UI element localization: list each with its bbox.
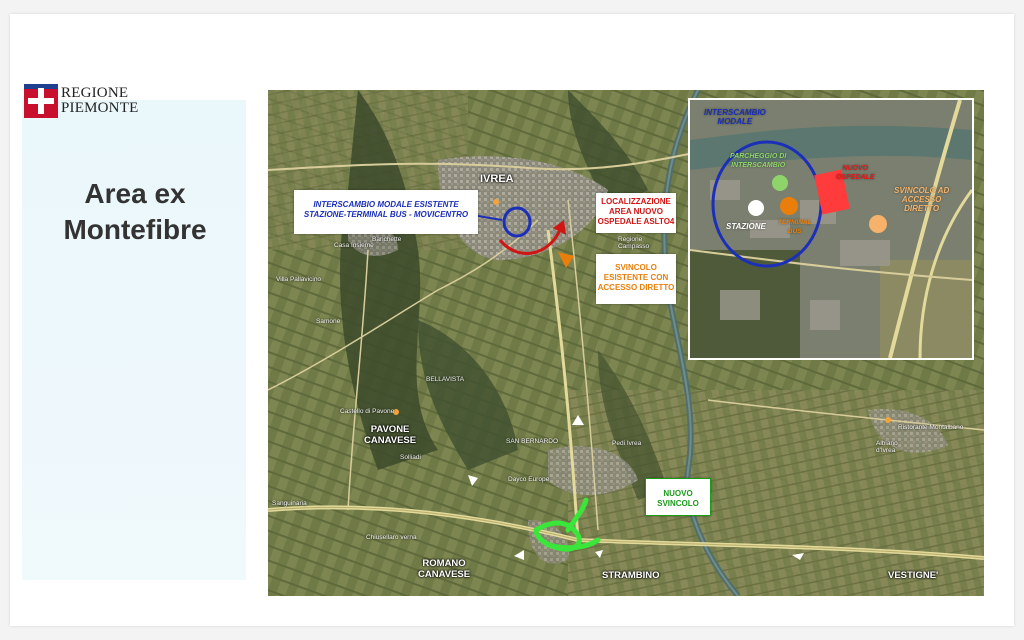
callout-nuovo-svincolo: NUOVO SVINCOLO bbox=[645, 478, 711, 516]
inset-map[interactable] bbox=[688, 98, 974, 360]
ivrea-label: IVREA bbox=[480, 173, 514, 185]
inset-parcheggio-label: PARCHEGGIO DI INTERSCAMBIO bbox=[730, 153, 787, 169]
left-panel bbox=[22, 100, 246, 580]
vestigne-label: VESTIGNE' bbox=[888, 570, 939, 581]
poi-casa-insieme: Casa Insieme bbox=[334, 242, 374, 249]
callout-interscambio: INTERSCAMBIO MODALE ESISTENTE STAZIONE-TERMINAL BUS - MOVICENTRO bbox=[294, 190, 478, 234]
poi-dayco: Dayco Europe bbox=[508, 476, 550, 483]
satellite-map[interactable] bbox=[268, 90, 984, 596]
svincolo-diretto-marker bbox=[869, 215, 887, 233]
poi-solliadi: Solliadi bbox=[400, 454, 421, 461]
logo-line1: REGIONE bbox=[61, 85, 129, 101]
poi-samone: Samone bbox=[316, 318, 341, 325]
romano-label: ROMANO CANAVESE bbox=[418, 558, 471, 580]
logo-text bbox=[61, 86, 138, 116]
poi-banchette: Banchette bbox=[372, 236, 402, 243]
poi-villa-pallavicino: Villa Pallavicino bbox=[276, 276, 322, 283]
poi-regione-campasso: Regione Campasso bbox=[618, 236, 650, 250]
poi-bellavista: BELLAVISTA bbox=[426, 376, 465, 383]
page-title bbox=[30, 176, 240, 248]
callout-svincolo-esistente: SVINCOLO ESISTENTE CON ACCESSO DIRETTO bbox=[596, 254, 676, 304]
stazione-marker bbox=[748, 200, 764, 216]
strambino-label: STRAMBINO bbox=[602, 570, 660, 581]
page-title-line1: Area ex bbox=[84, 178, 186, 209]
logo-line2: PIEMONTE bbox=[61, 100, 139, 116]
piemonte-flag-icon bbox=[24, 84, 58, 118]
inset-svincolo-label: SVINCOLO AD ACCESSO DIRETTO bbox=[894, 186, 950, 213]
pavone-label: PAVONE CANAVESE bbox=[364, 424, 417, 446]
poi-sanguinaria: Sanguinaria bbox=[272, 500, 307, 507]
regione-piemonte-logo bbox=[24, 84, 138, 118]
callout-ospedale: LOCALIZZAZIONE AREA NUOVO OSPEDALE ASLTO4 bbox=[596, 193, 676, 233]
parcheggio-marker bbox=[772, 175, 788, 191]
page-title-line2: Montefibre bbox=[63, 214, 207, 245]
poi-chiusellaro: Chiusellaro verna bbox=[366, 534, 417, 541]
inset-stazione-label: STAZIONE bbox=[726, 222, 766, 231]
poi-ristorante-montalbano: Ristorante Montalbano bbox=[898, 424, 964, 431]
poi-castello-pavone: Castello di Pavone bbox=[340, 408, 395, 415]
poi-albiano: Albiano d'Ivrea bbox=[876, 440, 898, 454]
inset-ospedale-label: NUOVO OSPEDALE bbox=[836, 165, 875, 181]
poi-san-bernardo: SAN BERNARDO bbox=[506, 438, 559, 445]
terminal-bus-marker bbox=[780, 197, 798, 215]
inset-title: INTERSCAMBIO MODALE bbox=[704, 108, 766, 126]
inset-terminal-label: TERMINAL BUS bbox=[778, 219, 812, 235]
poi-pedi-ivrea: Pedi Ivrea bbox=[612, 440, 642, 447]
